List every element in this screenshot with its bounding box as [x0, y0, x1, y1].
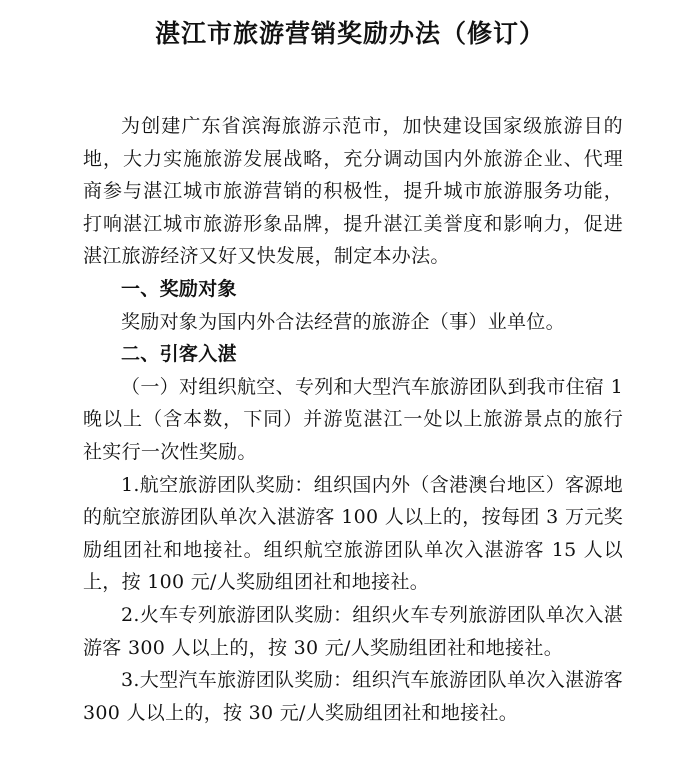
clause-1-paragraph: （一）对组织航空、专列和大型汽车旅游团队到我市住宿 1 晚以上（含本数，下同）并游览湛江一处以上旅游景点的旅行社实行一次性奖励。	[83, 375, 623, 463]
air-group-reward-paragraph: 1.航空旅游团队奖励：组织国内外（含港澳台地区）客源地的航空旅游团队单次入湛游客 100 人以上的，按每团 3 万元奖励组团社和地接社。组织航空旅游团队单次入湛游客 15 人以上，按 100 元/人奖励组团社和地接社。	[83, 473, 623, 594]
award-target-paragraph: 奖励对象为国内外合法经营的旅游企（事）业单位。	[121, 310, 565, 333]
section-heading-award-target: 一、奖励对象	[121, 277, 237, 300]
document-body	[83, 110, 623, 729]
train-group-reward-paragraph: 2.火车专列旅游团队奖励：组织火车专列旅游团队单次入湛游客 300 人以上的，按 30 元/人奖励组团社和地接社。	[83, 603, 623, 659]
bus-group-reward-paragraph: 3.大型汽车旅游团队奖励：组织汽车旅游团队单次入湛游客 300 人以上的，按 30 元/人奖励组团社和地接社。	[83, 669, 623, 724]
document-title: 湛江市旅游营销奖励办法（修订）	[154, 19, 545, 48]
intro-paragraph: 为创建广东省滨海旅游示范市，加快建设国家级旅游目的地，大力实施旅游发展战略，充分调动国内外旅游企业、代理商参与湛江城市旅游营销的积极性，提升城市旅游服务功能，打响湛江城市旅游形象品牌，提升湛江美誉度和影响力，促进湛江旅游经济又好又快发展，制定本办法。	[83, 115, 623, 268]
section-heading-attract-tourists: 二、引客入湛	[121, 343, 237, 366]
